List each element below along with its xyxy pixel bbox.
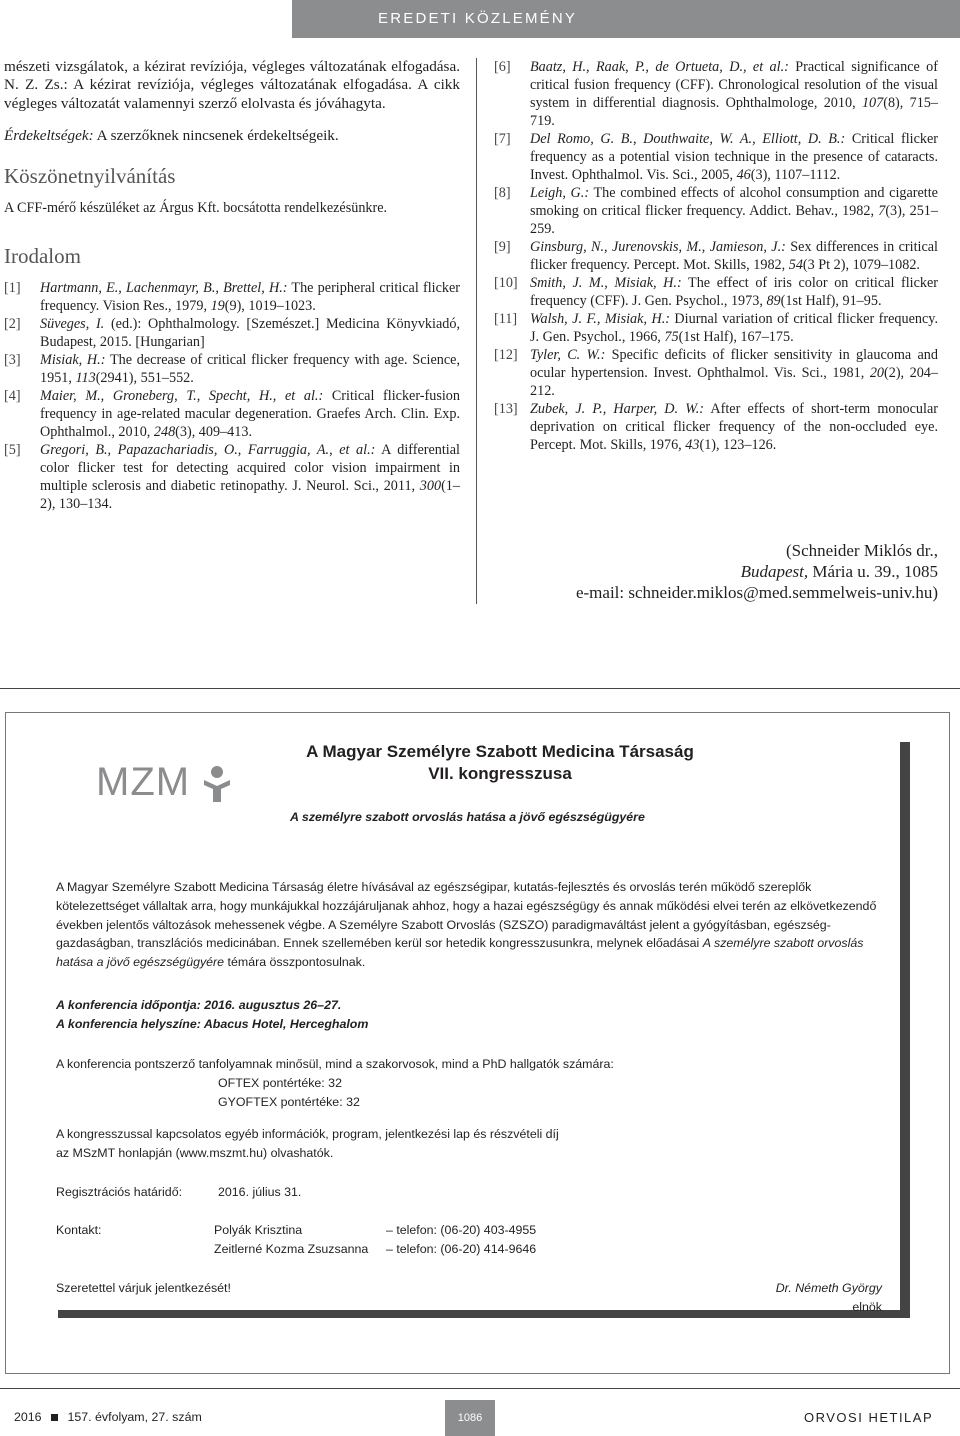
reference-item: [494, 58, 938, 130]
footer-volume: 157. évfolyam, 27. szám: [67, 1410, 202, 1424]
right-column: [494, 58, 938, 454]
author-email: e-mail: schneider.miklos@med.semmelweis-univ.hu): [575, 583, 938, 602]
conference-venue: A konferencia helyszíne: Abacus Hotel, Herceghalom: [56, 1017, 369, 1031]
reference-title: The combined effects of alcohol consumption and cigarette smoking on critical flicker frequency. Addict. Behav., 1982,: [530, 185, 938, 219]
reference-volume: 248: [153, 424, 176, 441]
reference-item: [494, 238, 938, 274]
reference-text: [40, 315, 460, 351]
references-title: Irodalom: [4, 243, 81, 268]
interest-label: Érdekeltségek:: [4, 127, 94, 145]
conference-date: A konferencia időpontja: 2016. augusztus 26–27.: [56, 998, 342, 1012]
reference-text: [530, 130, 938, 184]
reference-pages: (3 Pt 2), 1079–1082.: [802, 257, 920, 273]
reference-authors: Süveges, I.: [40, 316, 105, 333]
contact-2-phone: – telefon: (06-20) 414-9646: [386, 1242, 537, 1256]
reference-title: A differential color flicker test for detecting acquired color vision impairment in multiple sclerosis and diabetic retinopathy. J. Neurol. Sci., 2011,: [40, 442, 460, 495]
advertisement-shadow-right: [900, 742, 910, 1312]
deadline-label: Regisztrációs határidő:: [56, 1185, 183, 1199]
left-column: [4, 58, 460, 513]
reference-number: [3]: [4, 352, 21, 369]
reference-item: [4, 315, 460, 351]
author-city: Budapest,: [740, 562, 809, 581]
contribution-text: mészeti vizsgálatok, a kézirat revíziója, végleges változatának elfogadása. N. Z. Zs.: A kézirat revíziója, végleges változatának elfogadása. A cikk végleges változatát valamennyi szerző elolvasta és jóváhagyta.: [4, 58, 460, 112]
footer-issue: [14, 1410, 202, 1424]
reference-number: [13]: [494, 401, 518, 417]
reference-number: [8]: [494, 185, 511, 201]
reference-pages: (3), 409–413.: [175, 424, 253, 441]
reference-volume: 43: [685, 437, 700, 453]
congress-title: [290, 741, 710, 785]
reference-pages: (3), 1107–1112.: [750, 167, 841, 183]
reference-volume: 20: [869, 365, 884, 381]
reference-number: [1]: [4, 280, 21, 297]
reference-authors: Zubek, J. P., Harper, D. W.:: [530, 401, 705, 417]
reference-pages: (3), 251–259.: [530, 203, 938, 237]
author-street: Mária u. 39., 1085: [808, 562, 938, 581]
reference-number: [5]: [4, 442, 21, 459]
reference-item: [4, 351, 460, 387]
reference-pages: (9), 1019–1023.: [224, 298, 316, 315]
interest-statement: [4, 127, 460, 145]
reference-volume: 107: [861, 95, 884, 111]
reference-pages: (1), 123–126.: [699, 437, 777, 453]
reference-item: [4, 279, 460, 315]
section-header: EREDETI KÖZLEMÉNY: [292, 0, 960, 38]
reference-authors: Maier, M., Groneberg, T., Specht, H., et al.:: [40, 388, 324, 405]
logo-letter-m2: M: [155, 760, 191, 804]
reference-authors: Smith, J. M., Misiak, H.:: [530, 275, 682, 291]
reference-item: [494, 130, 938, 184]
acknowledgement-text: A CFF-mérő készüléket az Árgus Kft. bocsátotta rendelkezésünkre.: [4, 200, 388, 217]
reference-text: [40, 441, 460, 513]
reference-number: [2]: [4, 316, 21, 333]
reference-item: [4, 441, 460, 513]
points-intro: A konferencia pontszerző tanfolyamnak minősül, mind a szakorvosok, mind a PhD hallgatók számára:: [56, 1057, 614, 1071]
reference-pages: (2), 204–212.: [530, 365, 938, 399]
references-list-left: [4, 279, 460, 513]
separator-line-bottom: [0, 1388, 960, 1389]
person-icon: [202, 764, 232, 804]
reference-volume: 113: [75, 370, 96, 387]
reference-pages: (1st Half), 167–175.: [678, 329, 794, 345]
reference-title: The peripheral critical flicker frequency. Vision Res., 1979,: [40, 280, 460, 315]
reference-item: [494, 400, 938, 454]
reference-text: [40, 351, 460, 387]
reference-text: [530, 400, 938, 454]
reference-title: The decrease of critical flicker frequency with age. Science, 1951,: [40, 352, 460, 387]
reference-item: [494, 184, 938, 238]
reference-authors: Baatz, H., Raak, P., de Ortueta, D., et al.:: [530, 59, 789, 75]
gyoftex-points: GYOFTEX pontértéke: 32: [218, 1095, 360, 1109]
contact-1-name: Polyák Krisztina: [214, 1223, 303, 1237]
reference-volume: 7: [878, 203, 886, 219]
author-name: (Schneider Miklós dr.,: [785, 541, 938, 560]
reference-pages: (8), 715–719.: [530, 95, 938, 129]
welcome-text: Szeretettel várjuk jelentkezését!: [56, 1281, 231, 1295]
reference-text: [530, 184, 938, 238]
interest-text: A szerzőknek nincsenek érdekeltségeik.: [96, 127, 339, 145]
reference-item: [494, 310, 938, 346]
reference-text: [530, 238, 938, 274]
separator-line-top: [0, 688, 960, 689]
contact-2-name: Zeitlerné Kozma Zsuzsanna: [214, 1242, 369, 1256]
reference-title: Specific deficits of flicker sensitivity in glaucoma and ocular hypertension. Invest. Ophthalmol. Vis. Sci., 1981,: [530, 347, 938, 381]
reference-title: After effects of short-term monocular deprivation on critical flicker frequency of the non-occluded eye. Percept. Mot. Skills, 1976,: [530, 401, 938, 453]
reference-text: [530, 346, 938, 400]
reference-authors: Hartmann, E., Lachenmayr, B., Brettel, H.:: [40, 280, 288, 297]
square-bullet-icon: [51, 1414, 58, 1421]
reference-number: [11]: [494, 311, 518, 327]
logo-letter-m1: M: [96, 760, 131, 804]
reference-authors: Misiak, H.:: [40, 352, 106, 369]
acknowledgement-title: Köszönetnyilvánítás: [4, 163, 176, 188]
reference-title: Critical flicker-fusion frequency in age-related macular degeneration. Graefes Arch. Clin. Exp. Ophthalmol., 2010,: [40, 388, 460, 441]
correspondence-address: [494, 540, 938, 603]
reference-item: [494, 346, 938, 400]
reference-text: [40, 387, 460, 441]
author-address: [494, 561, 938, 582]
info-line-1: A kongresszussal kapcsolatos egyéb információk, program, jelentkezési lap és részvételi díj: [56, 1127, 559, 1141]
contact-label: Kontakt:: [56, 1223, 102, 1237]
info-line-2: az MSzMT honlapján (www.mszmt.hu) olvashatók.: [56, 1146, 334, 1160]
reference-number: [12]: [494, 347, 518, 363]
contact-1-phone: – telefon: (06-20) 403-4955: [386, 1223, 537, 1237]
congress-number: VII. kongresszusa: [428, 764, 572, 783]
footer-year: 2016: [14, 1410, 42, 1424]
reference-pages: (1–2), 130–134.: [40, 478, 460, 513]
reference-pages: (1st Half), 91–95.: [780, 293, 882, 309]
reference-text: [530, 274, 938, 310]
journal-name: ORVOSI HETILAP: [804, 1410, 934, 1425]
reference-volume: 300: [419, 478, 442, 495]
congress-description: A Magyar Személyre Szabott Medicina Társaság életre hívásával az egészségipar, kutatás-fejlesztés és orvoslás terén működő szereplők kötelezettséget vállaltak arra, hogy munkájukkal hozzájáruljanak ahhoz, hogy a hazai egészségügy és annak működési elvei terén az elkövetkezendő években jelentős változások mehessenek végbe. A Személyre Szabott Orvoslás (SZSZO) paradigmaváltást jelent a gyógyításban, egészség-gazdaságban, transzlációs medicinában. Ennek szellemében kerül sor hetedik kongresszusunkra, melynek előadásai A személyre szabott orvoslás hatása a jövő egészségügyére témára összpontosulnak.: [56, 880, 877, 970]
reference-volume: 54: [788, 257, 803, 273]
congress-subtitle: A személyre szabott orvoslás hatása a jövő egészségügyére: [290, 810, 645, 824]
mszmt-logo: [96, 760, 232, 805]
president-name: Dr. Németh György: [775, 1281, 882, 1295]
reference-volume: 46: [736, 167, 751, 183]
reference-authors: Del Romo, G. B., Douthwaite, W. A., Elliott, D. B.:: [530, 131, 846, 147]
reference-number: [7]: [494, 131, 511, 147]
reference-text: [530, 58, 938, 130]
reference-authors: Tyler, C. W.:: [530, 347, 606, 363]
reference-volume: 89: [766, 293, 781, 309]
reference-title: (ed.): Ophthalmology. [Szemészet.] Medicina Könyvkiadó, Budapest, 2015. [Hungarian]: [40, 316, 460, 351]
column-divider: [476, 58, 477, 604]
oftex-points: OFTEX pontértéke: 32: [218, 1076, 342, 1090]
society-name: A Magyar Személyre Szabott Medicina Társaság: [306, 742, 694, 761]
reference-title: Critical flicker frequency as a potential vision technique in the presence of cataracts. Invest. Ophthalmol. Vis. Sci., 2005,: [530, 131, 939, 183]
reference-title: Sex differences in critical flicker frequency. Percept. Mot. Skills, 1982,: [530, 239, 938, 273]
page-number: 1086: [445, 1400, 495, 1436]
reference-number: [6]: [494, 59, 511, 75]
reference-title: Diurnal variation of critical flicker frequency. J. Gen. Psychol., 1966,: [530, 311, 938, 345]
reference-authors: Ginsburg, N., Jurenovskis, M., Jamieson, J.:: [530, 239, 786, 255]
logo-letter-z: Z: [130, 760, 156, 804]
reference-number: [4]: [4, 388, 21, 405]
reference-item: [4, 387, 460, 441]
reference-authors: Leigh, G.:: [530, 185, 590, 201]
reference-number: [10]: [494, 275, 518, 291]
reference-text: [530, 310, 938, 346]
reference-number: [9]: [494, 239, 511, 255]
reference-item: [494, 274, 938, 310]
references-list-right: [494, 58, 938, 454]
reference-text: [40, 279, 460, 315]
reference-volume: 75: [664, 329, 679, 345]
deadline-date: 2016. július 31.: [218, 1185, 302, 1199]
reference-authors: Walsh, J. F., Misiak, H.:: [530, 311, 670, 327]
reference-pages: (2941), 551–552.: [95, 370, 194, 387]
reference-title: Practical significance of critical fusion frequency (CFF). Chronological resolution of the visual system in differential diagnosis. Ophthalmologe, 2010,: [530, 59, 938, 111]
reference-title: The effect of iris color on critical flicker frequency (CFF). J. Gen. Psychol., 1973,: [530, 275, 938, 309]
president-role: elnök: [852, 1300, 882, 1314]
reference-authors: Gregori, B., Papazachariadis, O., Farruggia, A., et al.:: [40, 442, 376, 459]
reference-volume: 19: [210, 298, 225, 315]
